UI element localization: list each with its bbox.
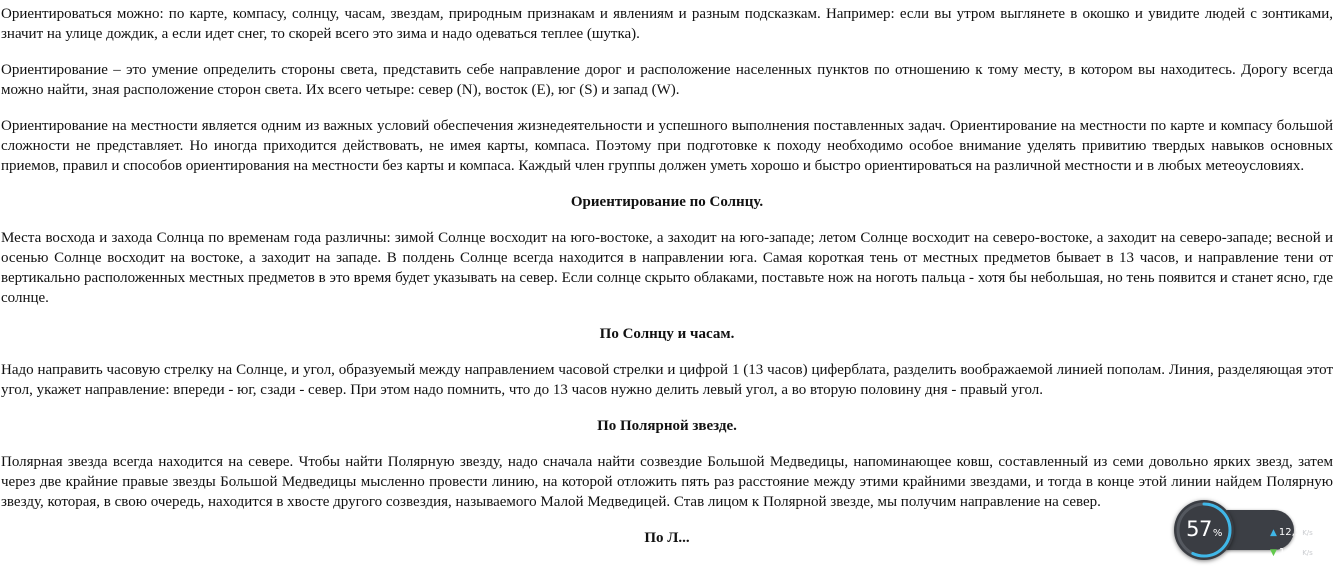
upload-speed-unit: K/s — [1302, 529, 1313, 537]
paragraph-sun-and-watch: Надо направить часовую стрелку на Солнце, и угол, образуемый между направлением часовой стрелки и цифрой 1 (13 часов) циферблата, разделить воображаемой линией пополам. Линия, разделяющая этот угол, укажет направление: впереди - юг, сзади - север. При этом надо помнить, что до 13 часов нужно делить левый угол, а во вторую половину дня - правый угол. — [1, 362, 1333, 398]
download-speed-value: 14,8 — [1278, 547, 1302, 558]
upload-arrow-icon: ▲ — [1270, 528, 1277, 538]
paragraph-definition: Ориентирование – это умение определить стороны света, представить себе направление дорог и расположение населенных пунктов по отношению к тому месту, в котором вы находитесь. Дорогу всегда можно найти, зная расположение сторон света. Их всего четыре: север (N), восток (E), юг (S) и запад (W). — [1, 62, 1333, 98]
gauge-percent-unit: % — [1212, 528, 1222, 539]
upload-speed — [1270, 526, 1313, 540]
gauge-percent — [1174, 517, 1234, 546]
gauge-percent-value: 57 — [1186, 517, 1212, 541]
heading-polaris: По Полярной звезде. — [597, 418, 737, 434]
download-arrow-icon: ▼ — [1270, 548, 1277, 558]
heading-sun-and-watch: По Солнцу и часам. — [599, 326, 735, 342]
paragraph-polaris: Полярная звезда всегда находится на севере. Чтобы найти Полярную звезду, надо сначала найти созвездие Большой Медведицы, напоминающее ковш, составленный из семи довольно ярких звезд, затем через две крайние правые звезды Большой Медведицы мысленно провести линию, на которой отложить пять раз расстояние между этими крайними звездами, и тогда в конце этой линии найдем Полярную звезду, которая, в свою очередь, находится в хвосте другого созвездия, называемого Малой Медведицей. Став лицом к Полярной звезде, мы получим направление на север. — [1, 454, 1333, 510]
download-speed — [1270, 546, 1313, 560]
memory-gauge[interactable] — [1174, 500, 1234, 560]
paragraph-sun: Места восхода и захода Солнца по временам года различны: зимой Солнце восходит на юго-востоке, а заходит на юго-западе; летом Солнце восходит на северо-востоке, а заходит на северо-западе; весной и осенью Солнце восходит на востоке, а заходит на западе. В полдень Солнце всегда находится в направлении юга. Самая короткая тень от местных предметов бывает в 13 часов, и направление тени от вертикально расположенных местных предметов в это время будет указывать на север. Если солнце скрыто облаками, поставьте нож на ноготь пальца - хотя бы небольшая, но тень появится и станет ясно, где солнце. — [1, 230, 1333, 306]
article-body — [1, 4, 1333, 564]
paragraph-importance: Ориентирование на местности является одним из важных условий обеспечения жизнедеятельности и успешного выполнения поставленных задач. Ориентирование на местности по карте и компасу большой сложности не представляет. Но иногда приходится действовать, не имея карты, компаса. Поэтому при подготовке к походу необходимо особое внимание уделять привитию твердых навыков основных приемов, правил и способов ориентирования на местности без карты и компаса. Каждый член группы должен уметь хорошо и быстро ориентироваться на различной местности и в любых метеоусловиях. — [1, 118, 1333, 174]
upload-speed-value: 12,5 — [1278, 527, 1302, 538]
speed-widget[interactable] — [1174, 498, 1313, 562]
heading-next-partial: По Л... — [644, 530, 690, 546]
paragraph-intro: Ориентироваться можно: по карте, компасу, солнцу, часам, звездам, природным признакам и явлениям и разным подсказкам. Например: если вы утром выглянете в окошко и увидите людей с зонтиками, значит на улице дождик, а если идет снег, то скорей всего это зима и надо одеваться теплее (шутка). — [1, 6, 1333, 42]
download-speed-unit: K/s — [1302, 549, 1313, 557]
heading-sun: Ориентирование по Солнцу. — [570, 194, 764, 210]
